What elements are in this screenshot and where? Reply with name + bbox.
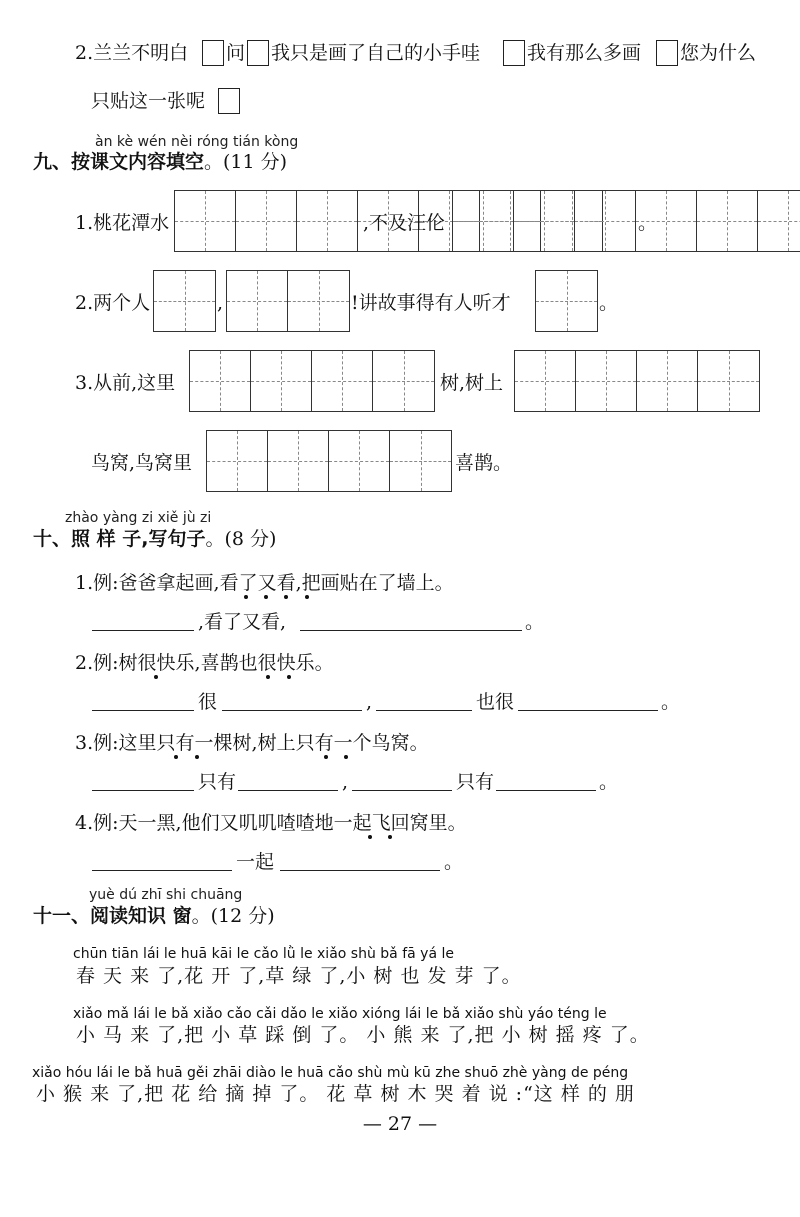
sec10-example-2: 2.例:树很快乐,喜鹊也很快乐。 — [75, 652, 334, 674]
writing-grid-4[interactable] — [226, 270, 350, 332]
sec10-answer-2-comma: , — [366, 691, 373, 713]
sec9-line2-period: 。 — [599, 292, 619, 314]
punctuation-box-5[interactable] — [218, 88, 240, 114]
sec11-title: 十一、阅读知识 窗。(12 分) — [33, 905, 275, 927]
answer-line[interactable] — [300, 630, 522, 631]
answer-line[interactable] — [518, 710, 658, 711]
emphasis-dot — [368, 835, 372, 839]
sec9-title: 九、按课文内容填空。(11 分) — [33, 151, 288, 173]
sec9-line4-text-b: 喜鹊。 — [455, 452, 513, 474]
writing-grid-3[interactable] — [153, 270, 216, 332]
q2-text-5: 您为什么 — [680, 42, 757, 64]
sec9-line1-period: 。 — [638, 212, 658, 234]
emphasis-dot — [264, 595, 268, 599]
writing-grid-5[interactable] — [535, 270, 598, 332]
q2-text-2: 问 — [226, 42, 246, 64]
answer-line[interactable] — [92, 710, 194, 711]
answer-line[interactable] — [376, 710, 472, 711]
sec10-answer-3-word2: 只有 — [456, 771, 495, 793]
emphasis-dot — [174, 755, 178, 759]
punctuation-box-4[interactable] — [656, 40, 678, 66]
emphasis-dot — [244, 595, 248, 599]
reading-line-3-pinyin: xiǎo hóu lái le bǎ huā gěi zhāi diào le huā cǎo shù mù kū zhe shuō zhè yàng de péng — [32, 1065, 629, 1081]
sec10-answer-3-comma: , — [342, 771, 349, 793]
answer-line[interactable] — [92, 870, 232, 871]
emphasis-dot — [266, 675, 270, 679]
sec9-line2-comma: , — [217, 292, 224, 314]
emphasis-dot — [154, 675, 158, 679]
page-number: — 27 — — [362, 1113, 438, 1135]
answer-line[interactable] — [238, 790, 338, 791]
q2-text-4: 我有那么多画 — [527, 42, 642, 64]
punctuation-box-3[interactable] — [503, 40, 525, 66]
sec9-line3-text-b: 树,树上 — [440, 372, 504, 394]
emphasis-dot — [305, 595, 309, 599]
sec10-answer-4-period: 。 — [444, 851, 464, 873]
emphasis-dot — [324, 755, 328, 759]
sec9-line4-text: 鸟窝,鸟窝里 — [91, 452, 193, 474]
q2-text-3: 我只是画了自己的小手哇 — [271, 42, 481, 64]
sec10-example-3: 3.例:这里只有一棵树,树上只有一个鸟窝。 — [75, 732, 429, 754]
sec10-pinyin: zhào yàng zi xiě jù zi — [65, 510, 212, 526]
answer-line[interactable] — [280, 870, 440, 871]
sec9-line2-text: 2.两个人 — [75, 292, 151, 314]
emphasis-dot — [388, 835, 392, 839]
emphasis-dot — [284, 595, 288, 599]
sec10-answer-4-word: 一起 — [236, 851, 275, 873]
writing-grid-7[interactable] — [514, 350, 760, 412]
writing-grid-2[interactable] — [452, 190, 800, 252]
punctuation-box-1[interactable] — [202, 40, 224, 66]
sec10-answer-3-word1: 只有 — [198, 771, 237, 793]
sec10-example-4: 4.例:天一黑,他们又叽叽喳喳地一起飞回窝里。 — [75, 812, 467, 834]
sec10-answer-2-word1: 很 — [198, 691, 218, 713]
emphasis-dot — [195, 755, 199, 759]
sec9-line1-text: 1.桃花潭水 — [75, 212, 170, 234]
answer-line[interactable] — [352, 790, 452, 791]
q2-text-1: 2.兰兰不明白 — [75, 42, 189, 64]
sec11-pinyin: yuè dú zhī shi chuāng — [89, 887, 243, 903]
answer-line[interactable] — [92, 790, 194, 791]
sec10-answer-2-word2: 也很 — [476, 691, 515, 713]
sec10-answer-2-period: 。 — [661, 691, 681, 713]
q2-text-6: 只贴这一张呢 — [91, 90, 206, 112]
answer-line[interactable] — [222, 710, 362, 711]
answer-line[interactable] — [92, 630, 194, 631]
sec10-answer-1-period: 。 — [525, 611, 545, 633]
writing-grid-8[interactable] — [206, 430, 452, 492]
answer-line[interactable] — [496, 790, 596, 791]
reading-line-1-text: 春 天 来 了,花 开 了,草 绿 了,小 树 也 发 芽 了。 — [76, 965, 522, 987]
writing-grid-6[interactable] — [189, 350, 435, 412]
punctuation-box-2[interactable] — [247, 40, 269, 66]
reading-line-1-pinyin: chūn tiān lái le huā kāi le cǎo lǜ le xiǎo shù bǎ fā yá le — [73, 946, 454, 962]
emphasis-dot — [344, 755, 348, 759]
sec9-line1-text-b: ,不及汪伦 — [363, 212, 446, 234]
sec10-answer-3-period: 。 — [599, 771, 619, 793]
reading-line-2-text: 小 马 来 了,把 小 草 踩 倒 了。 小 熊 来 了,把 小 树 摇 疼 了。 — [76, 1024, 650, 1046]
reading-line-3-text: 小 猴 来 了,把 花 给 摘 掉 了。 花 草 树 木 哭 着 说 :“这 样 的 朋 — [36, 1083, 635, 1105]
sec10-example-1: 1.例:爸爸拿起画,看了又看,把画贴在了墙上。 — [75, 572, 454, 594]
sec10-title: 十、照 样 子,写句子。(8 分) — [33, 528, 277, 550]
sec9-pinyin: àn kè wén nèi róng tián kòng — [95, 134, 299, 150]
sec9-line2-text-b: !讲故事得有人听才 — [351, 292, 511, 314]
emphasis-dot — [287, 675, 291, 679]
sec10-answer-1-text: ,看了又看, — [198, 611, 287, 633]
reading-line-2-pinyin: xiǎo mǎ lái le bǎ xiǎo cǎo cǎi dǎo le xiǎo xióng lái le bǎ xiǎo shù yáo téng le — [73, 1006, 607, 1022]
sec9-line3-text: 3.从前,这里 — [75, 372, 176, 394]
